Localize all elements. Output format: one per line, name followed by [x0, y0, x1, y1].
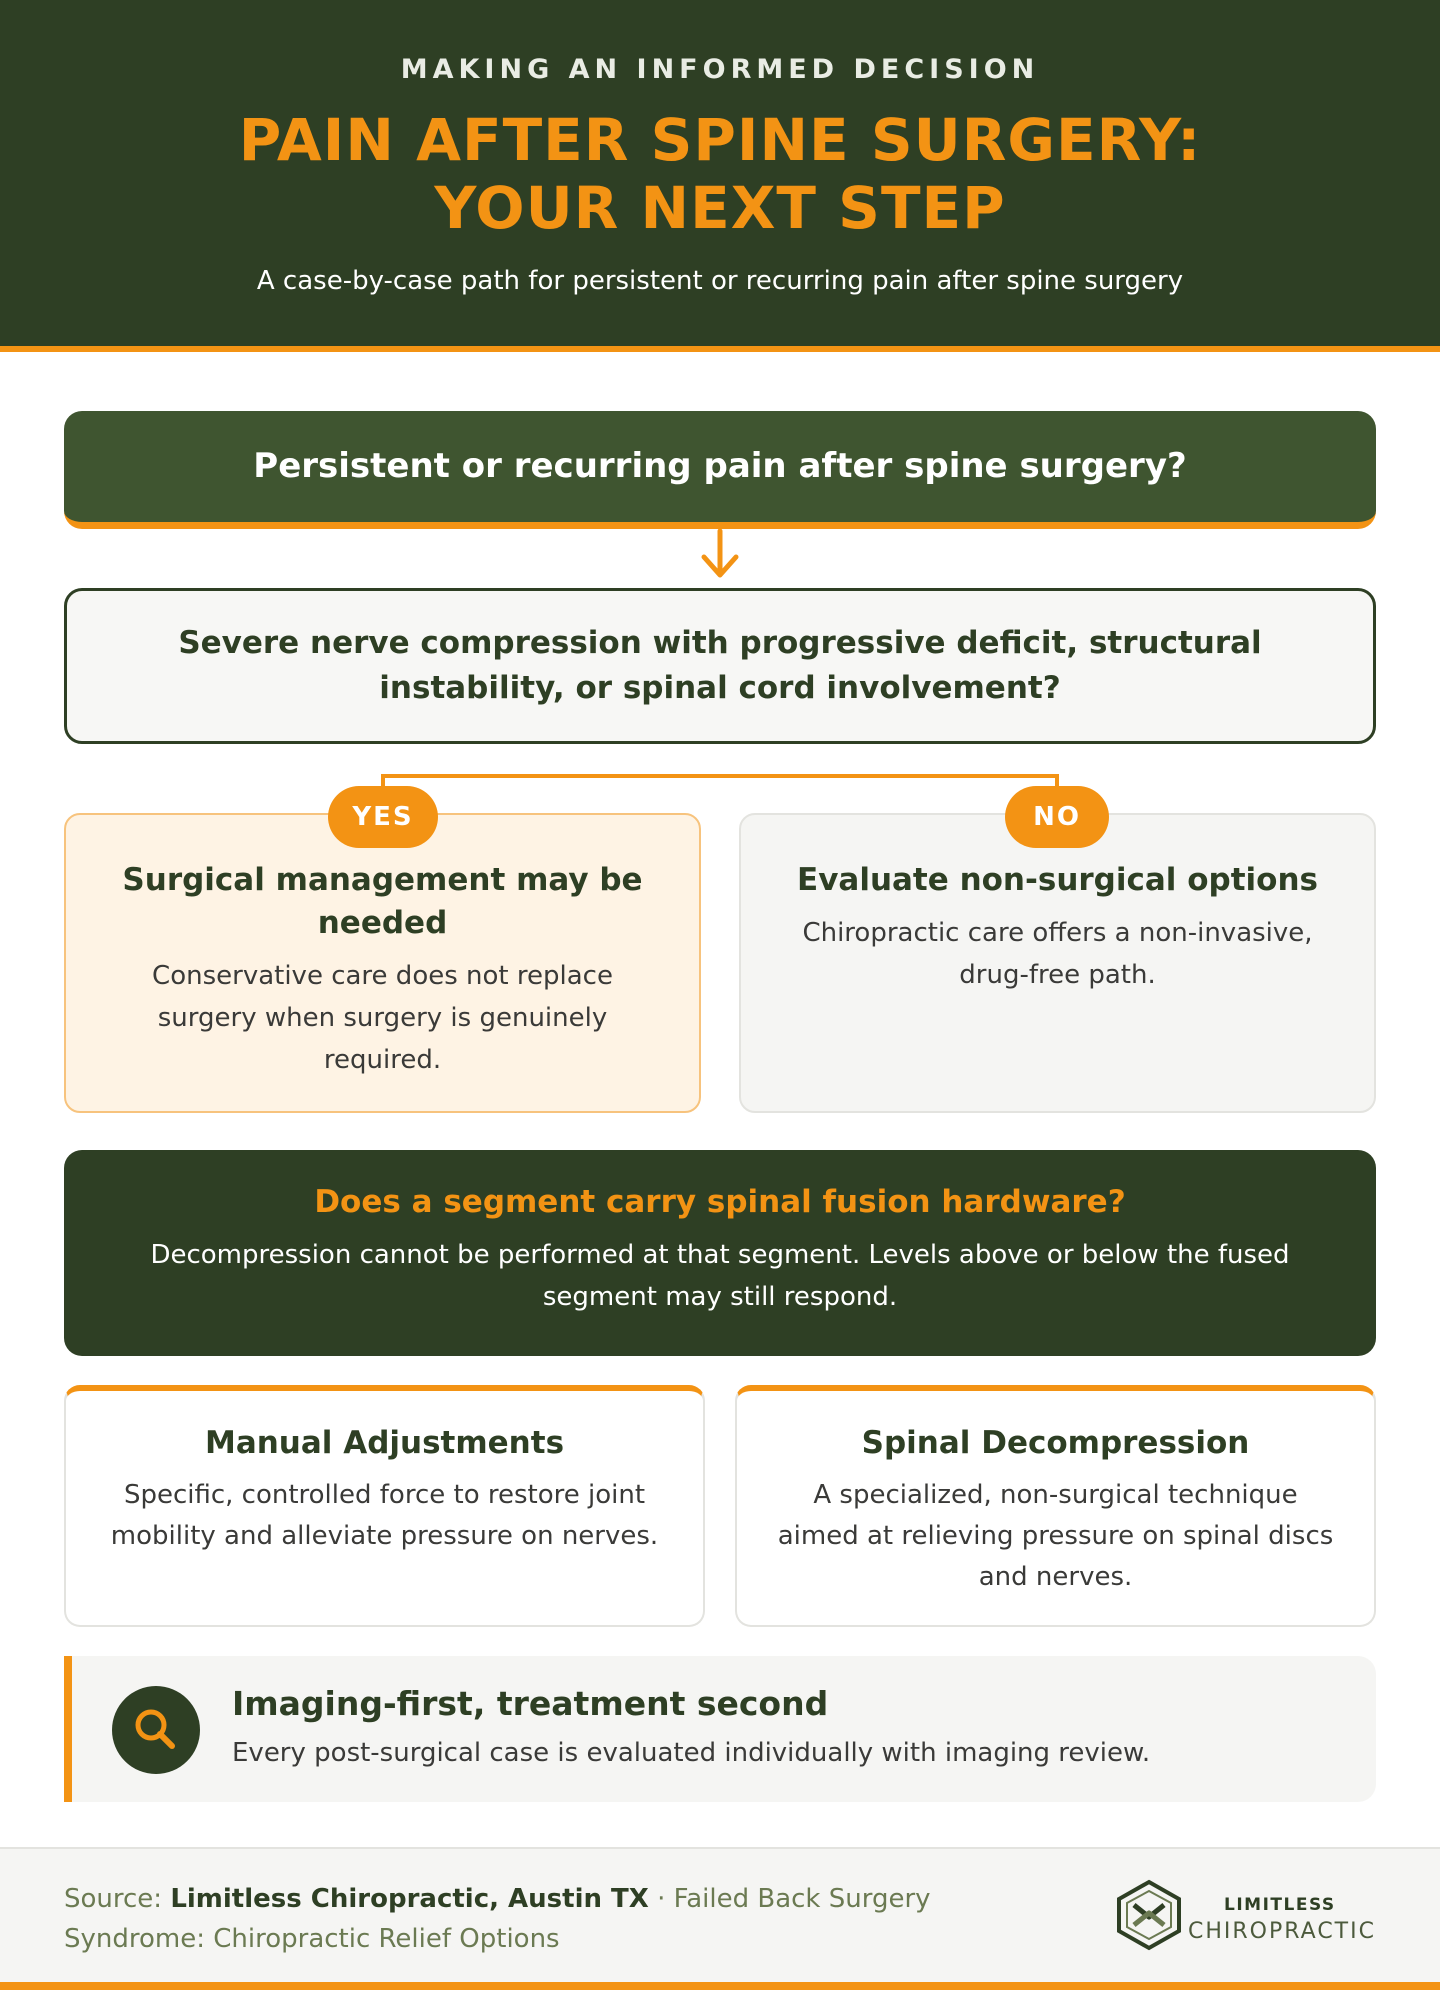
source-article: · Failed Back Surgery Syndrome: Chiropractic Relief Options	[64, 1884, 931, 1954]
search-icon	[112, 1686, 200, 1774]
treatment-card-spinal-decompression	[735, 1385, 1376, 1627]
treatment-text: A specialized, non-surgical technique aimed at relieving pressure on spinal discs and nerves.	[777, 1480, 1334, 1592]
fusion-text: Decompression cannot be performed at that segment. Levels above or below the fused segment may still respond.	[150, 1240, 1290, 1312]
down-arrow-icon	[696, 529, 744, 581]
page-title	[0, 106, 1440, 242]
footer	[0, 1847, 1440, 1990]
yes-branch-card	[64, 813, 701, 1113]
header-banner	[0, 0, 1440, 352]
fusion-hardware-box	[64, 1150, 1376, 1356]
yes-badge: YES	[328, 786, 438, 848]
no-badge: NO	[1005, 786, 1109, 848]
treatment-card-manual-adjustments	[64, 1385, 705, 1627]
callout-title: Imaging-first, treatment second	[232, 1684, 829, 1723]
imaging-callout	[64, 1656, 1376, 1802]
start-question: Persistent or recurring pain after spine surgery?	[64, 411, 1376, 529]
logo-wordmark-top: LIMITLESS	[1224, 1895, 1336, 1915]
source-name: Limitless Chiropractic, Austin TX	[170, 1884, 649, 1914]
logo-icon	[1114, 1879, 1184, 1951]
logo-wordmark-bottom: CHIROPRACTIC	[1188, 1919, 1376, 1944]
treatment-title: Manual Adjustments	[204, 1425, 565, 1461]
title-line-1: PAIN AFTER SPINE SURGERY:	[238, 106, 1202, 174]
treatment-text: Specific, controlled force to restore joint mobility and alleviate pressure on nerves.	[110, 1480, 659, 1551]
no-branch-title: Evaluate non-surgical options	[797, 862, 1318, 898]
source-label: Source:	[64, 1884, 163, 1914]
page-subtitle: A case-by-case path for persistent or recurring pain after spine surgery	[256, 266, 1184, 296]
eyebrow-text: MAKING AN INFORMED DECISION	[400, 54, 1040, 85]
fusion-title: Does a segment carry spinal fusion hardware?	[314, 1184, 1126, 1220]
callout-text: Every post-surgical case is evaluated individually with imaging review.	[232, 1738, 1151, 1768]
title-line-2: YOUR NEXT STEP	[434, 174, 1006, 242]
treatment-title: Spinal Decompression	[861, 1425, 1250, 1461]
source-citation	[64, 1879, 964, 1959]
no-branch-text: Chiropractic care offers a non-invasive, drug-free path.	[802, 918, 1313, 990]
yes-branch-text: Conservative care does not replace surgery when surgery is genuinely required.	[152, 961, 613, 1075]
yes-branch-title: Surgical management may be needed	[122, 862, 643, 941]
no-branch-card	[739, 813, 1376, 1113]
decision-question: Severe nerve compression with progressive deficit, structural instability, or spinal cord involvement?	[64, 588, 1376, 744]
